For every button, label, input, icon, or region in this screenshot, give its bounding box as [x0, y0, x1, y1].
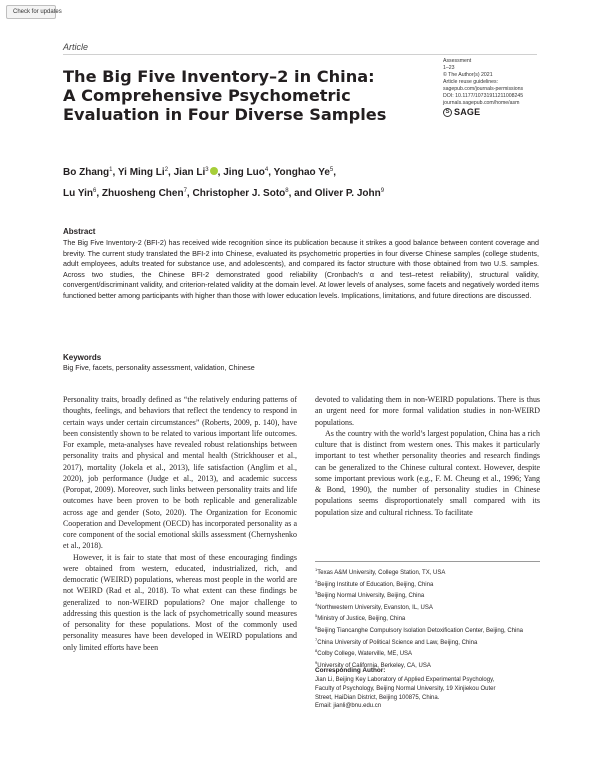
- doi[interactable]: DOI: 10.1177/10731911211008245: [443, 93, 524, 99]
- author-name: Oliver P. John: [314, 188, 381, 199]
- sage-mark-icon: S: [443, 108, 452, 117]
- author-list: Bo Zhang$^1$, Yi Ming Li$^2$, Jian Li$^3$ , Jing Luo$^4$, Yonghao Ye$^5$, Lu Yin$^6$, Zhuosheng Chen$^7$, Christopher J. Soto$^8$, and Oliver P. John$^9$: [63, 167, 385, 199]
- author-sup: 5: [329, 167, 334, 173]
- abstract-text: The Big Five Inventory-2 (BFI-2) has received wide recognition since its publication because it strikes a good balance between content coverage and brevity. The current study translated the BFI-2 into Chinese, evaluated its psychometric properties in four diverse Chinese samples (college students, adult employees, adults treated for substance use, and adolescents), and compared its factor structure with those obtained from two U.S. samples. Across two studies, the Chinese BFI-2 demonstrated good reliability (Cronbach’s α and test–retest reliability), structural validity, convergent/discriminant validity, and criterion-related validity at the domain level. At lower levels of analyses, some facets and negatively worded items functioned better among participants with higher than those with lower education levels. Implications, limitations, and future directions are discussed.: [63, 239, 539, 300]
- body-paragraph: However, it is fair to state that most of these encouraging findings were obtained from western, educated, industrialized, rich, and democratic (WEIRD) populations, whereas most people in the world are not WEIRD (Rad et al., 2018). To what extent can these findings be generalized to non-WEIRD populations? One major challenge to addressing this question is the lack of psychometrically sound measures of personality for these populations. Most of the commonly used personality measures have been developed in WEIRD populations and only limited efforts have been: [63, 552, 297, 652]
- corresponding-line: Jian Li, Beijing Key Laboratory of Applied Experimental Psychology,: [315, 677, 495, 683]
- affiliation-text: University of California, Berkeley, CA, USA: [317, 662, 431, 669]
- corresponding-line: Street, HaiDian District, Beijing 100875, China.: [315, 694, 440, 701]
- affiliation-sup: 6: [315, 624, 318, 630]
- keywords-text: Big Five, facets, personality assessment, validation, Chinese: [63, 364, 255, 372]
- affiliation-text: Texas A&M University, College Station, TX, USA: [317, 570, 446, 576]
- affiliations-list: [315, 566, 540, 670]
- affiliation: [315, 636, 540, 648]
- journal-info: [443, 58, 563, 117]
- body-paragraph: As the country with the world’s largest population, China has a rich culture that is distinct from western ones. This makes it particularly important to test whether personality theories and research findings can be generalized to the Chinese cultural context. However, despite some important previous work (e.g., F. M. Cheung et al., 1996; Yang & Bond, 1990), the number of personality studies in Chinese populations seems disproportionately small compared with its population size and cultural richness. To facilitate: [315, 428, 540, 517]
- author-sup: 9: [380, 188, 385, 194]
- author-sup: 3: [205, 167, 209, 173]
- affiliation-sup: 3: [315, 590, 318, 596]
- author-name: Bo Zhang: [63, 167, 110, 178]
- affiliation: [315, 624, 540, 636]
- author-sup: 1: [109, 167, 113, 173]
- page-title: [63, 67, 393, 124]
- affiliation-text: Ministry of Justice, Beijing, China: [317, 616, 406, 623]
- author-name: Yonghao Ye: [273, 167, 330, 178]
- journal-home-link[interactable]: journals.sagepub.com/home/asm: [443, 100, 520, 106]
- header-divider: [63, 54, 537, 55]
- author-name: Jian Li: [173, 167, 206, 178]
- title-line: A Comprehensive Psychometric: [63, 86, 351, 105]
- corresponding-email[interactable]: Email: jianli@bnu.edu.cn: [315, 703, 382, 710]
- orcid-icon[interactable]: [210, 167, 218, 175]
- body-paragraph: devoted to validating them in non-WEIRD populations. There is thus an urgent need for more formal validation studies in non-WEIRD populations.: [315, 395, 540, 427]
- affiliation: [315, 647, 540, 659]
- affiliation-sup: 5: [315, 613, 318, 619]
- affiliation-text: Beijing Tiancanghe Compulsory Isolation Detoxification Center, Beijing, China: [317, 627, 524, 634]
- journal-name: Assessment: [443, 58, 472, 64]
- author-sup: 7: [183, 188, 187, 194]
- title-line: The Big Five Inventory–2 in China:: [63, 67, 375, 86]
- affiliation-sup: 1: [315, 567, 318, 572]
- author-sup: 8: [285, 188, 289, 194]
- body-column-left: [63, 394, 297, 653]
- copyright: © The Author(s) 2021: [443, 72, 493, 78]
- affiliation-sup: 4: [315, 601, 318, 607]
- author-name: Zhuosheng Chen: [101, 188, 184, 199]
- affiliation: [315, 601, 540, 613]
- affiliation-text: Northwestern University, Evanston, IL, USA: [317, 604, 433, 611]
- affiliation-sup: 8: [315, 648, 318, 654]
- affiliation-sup: 9: [315, 659, 318, 665]
- body-column-right: [315, 394, 540, 518]
- affiliation-text: Colby College, Waterville, ME, USA: [317, 651, 413, 658]
- affiliations-divider: [315, 561, 540, 562]
- reuse-guidelines-label: Article reuse guidelines:: [443, 79, 499, 85]
- author-sup: 4: [264, 167, 269, 173]
- page-range: 1–23: [443, 65, 455, 71]
- article-type-label: Article: [63, 42, 89, 52]
- corresponding-author-heading: Corresponding Author:: [315, 667, 386, 674]
- corresponding-line: Faculty of Psychology, Beijing Normal University, 19 Xinjiekou Outer: [315, 685, 496, 692]
- affiliation: [315, 589, 540, 601]
- affiliation: [315, 578, 540, 590]
- title-line: Evaluation in Four Diverse Samples: [63, 105, 387, 124]
- author-sup: 6: [93, 188, 97, 194]
- affiliation-text: Beijing Institute of Education, Beijing, China: [317, 581, 434, 588]
- author-name: Yi Ming Li: [117, 167, 165, 178]
- affiliation-sup: 2: [315, 578, 318, 584]
- publisher-name: SAGE: [454, 107, 481, 117]
- check-for-updates-badge[interactable]: [6, 5, 62, 19]
- keywords-heading: Keywords: [63, 353, 102, 362]
- affiliation: [315, 566, 540, 578]
- affiliation: [315, 612, 540, 624]
- affiliation-sup: 7: [315, 636, 318, 642]
- sage-logo: [443, 108, 563, 117]
- body-paragraph: Personality traits, broadly defined as “the relatively enduring patterns of thoughts, feelings, and behaviors that reflect the tendency to respond in certain ways under certain circumstances” (Roberts, 2009, p. 140), have been consistently shown to be related to various important life outcomes. For example, meta-analyses have revealed robust relationships between personality traits and physical and mental health (Strickhouser et al., 2017), mortality (Jokela et al., 2013), life satisfaction (Anglim et al., 2020), job performance (Judge et al., 2013), and academic success (Poropat, 2009). Moreover, such links between personality traits and life outcomes have been proven to be both replicable and generalizable across age and gender (Soto, 2020). The Organization for Economic Cooperation and Development (OECD) has incorporated personality as a core component of the social emotional skills assessment (Chernyshenko et al., 2018).: [63, 395, 297, 551]
- badge-label: Check for updates: [13, 9, 62, 15]
- affiliation-text: China University of Political Science and Law, Beijing, China: [317, 639, 478, 646]
- author-name: Christopher J. Soto: [192, 188, 286, 199]
- abstract-heading: Abstract: [63, 227, 96, 236]
- corresponding-author-details: [315, 676, 540, 711]
- affiliation-text: Beijing Normal University, Beijing, China: [317, 593, 425, 600]
- permissions-link[interactable]: sagepub.com/journals-permissions: [443, 86, 524, 92]
- author-name: Jing Luo: [223, 167, 265, 178]
- author-name: Lu Yin: [63, 188, 93, 199]
- author-sup: 2: [164, 167, 169, 173]
